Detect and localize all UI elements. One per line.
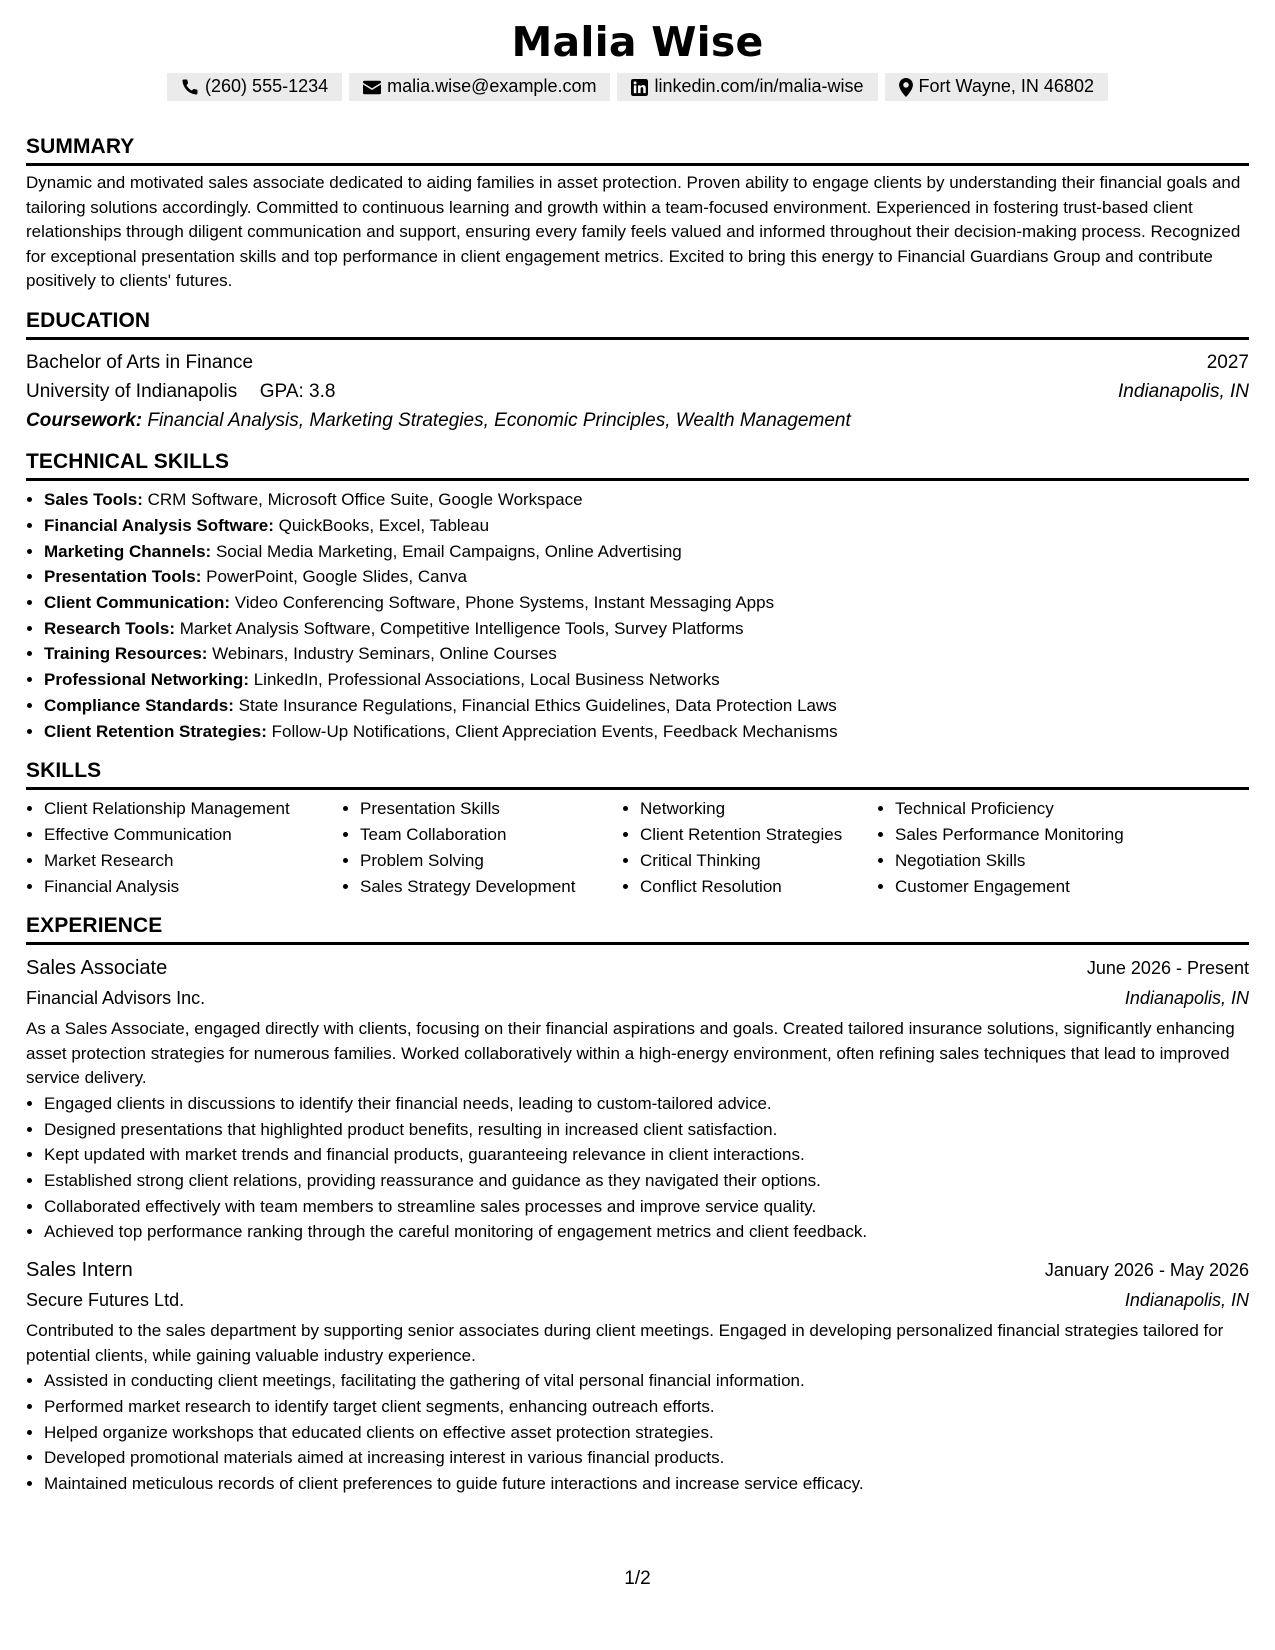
job-bullets	[26, 1368, 1249, 1497]
contact-email-text: malia.wise@example.com	[387, 76, 597, 97]
job-dates: January 2026 - May 2026	[1044, 1260, 1249, 1281]
technical-skills-heading: TECHNICAL SKILLS	[26, 449, 1249, 481]
contact-location-text: Fort Wayne, IN 46802	[918, 76, 1094, 97]
education-entry	[26, 348, 1249, 435]
list-item: • Sales Strategy Development	[360, 874, 622, 900]
list-item: • Collaborated effectively with team members to streamline sales processes and improve service quality.	[44, 1194, 1249, 1220]
job-title: Sales Associate	[26, 957, 168, 980]
list-item: • Team Collaboration	[360, 822, 622, 848]
contact-phone[interactable]	[167, 73, 342, 101]
contact-location	[885, 73, 1108, 101]
skills-heading: SKILLS	[26, 758, 1249, 790]
list-item: • Financial Analysis Software: QuickBooks, Excel, Tableau	[44, 513, 1249, 539]
list-item: • Technical Proficiency	[895, 796, 1124, 822]
list-item: • Professional Networking: LinkedIn, Professional Associations, Local Business Networks	[44, 667, 1249, 693]
job-location: Indianapolis, IN	[1124, 1290, 1249, 1311]
list-item: • Financial Analysis	[44, 874, 342, 900]
list-item: • Effective Communication	[44, 822, 342, 848]
technical-skills-section	[26, 449, 1249, 744]
job-entry	[26, 953, 1249, 1245]
page-number: 1/2	[624, 1568, 651, 1589]
list-item: • Marketing Channels: Social Media Marketing, Email Campaigns, Online Advertising	[44, 539, 1249, 565]
list-item: • Performed market research to identify target client segments, enhancing outreach efforts.	[44, 1394, 1249, 1420]
list-item: • Established strong client relations, providing reassurance and guidance as they navigated their options.	[44, 1168, 1249, 1194]
coursework-label: Coursework:	[26, 410, 143, 432]
map-pin-icon	[899, 78, 913, 97]
list-item: • Sales Performance Monitoring	[895, 822, 1124, 848]
list-item: • Presentation Skills	[360, 796, 622, 822]
job-dates: June 2026 - Present	[1086, 958, 1249, 979]
education-heading: EDUCATION	[26, 308, 1249, 340]
skills-grid	[26, 796, 1249, 899]
list-item: • Assisted in conducting client meetings, facilitating the gathering of vital personal financial information.	[44, 1368, 1249, 1394]
contact-phone-text: (260) 555-1234	[205, 76, 329, 97]
list-item: • Kept updated with market trends and financial products, guaranteeing relevance in client interactions.	[44, 1142, 1249, 1168]
job-location: Indianapolis, IN	[1124, 988, 1249, 1009]
list-item: • Problem Solving	[360, 848, 622, 874]
job-title: Sales Intern	[26, 1259, 133, 1282]
coursework-list: Financial Analysis, Marketing Strategies, Economic Principles, Wealth Management	[147, 410, 851, 432]
linkedin-icon	[631, 79, 648, 96]
gpa: GPA: 3.8	[259, 381, 336, 403]
list-item: • Client Communication: Video Conferencing Software, Phone Systems, Instant Messaging Apps	[44, 590, 1249, 616]
list-item: • Achieved top performance ranking through the careful monitoring of engagement metrics and client feedback.	[44, 1219, 1249, 1245]
list-item: • Helped organize workshops that educated clients on effective asset protection strategies.	[44, 1420, 1249, 1446]
contact-linkedin-text: linkedin.com/in/malia-wise	[654, 76, 864, 97]
list-item: • Designed presentations that highlighted product benefits, resulting in increased client satisfaction.	[44, 1117, 1249, 1143]
graduation-year: 2027	[1206, 352, 1249, 374]
degree: Bachelor of Arts in Finance	[26, 352, 254, 374]
skills-column	[342, 796, 622, 899]
job-bullets	[26, 1091, 1249, 1245]
contact-email[interactable]	[349, 73, 610, 101]
job-entry	[26, 1255, 1249, 1497]
list-item: • Research Tools: Market Analysis Software, Competitive Intelligence Tools, Survey Platforms	[44, 616, 1249, 642]
list-item: • Presentation Tools: PowerPoint, Google Slides, Canva	[44, 564, 1249, 590]
summary-section	[26, 134, 1249, 294]
list-item: • Market Research	[44, 848, 342, 874]
list-item: • Critical Thinking	[640, 848, 877, 874]
list-item: • Conflict Resolution	[640, 874, 877, 900]
skills-column	[622, 796, 877, 899]
list-item: • Client Retention Strategies: Follow-Up Notifications, Client Appreciation Events, Feedback Mechanisms	[44, 719, 1249, 745]
skills-section	[26, 758, 1249, 899]
list-item: • Compliance Standards: State Insurance Regulations, Financial Ethics Guidelines, Data Protection Laws	[44, 693, 1249, 719]
company-name: Secure Futures Ltd.	[26, 1290, 185, 1311]
candidate-name: Malia Wise	[511, 18, 764, 66]
phone-icon	[181, 78, 199, 96]
list-item: • Customer Engagement	[895, 874, 1124, 900]
list-item: • Sales Tools: CRM Software, Microsoft Office Suite, Google Workspace	[44, 487, 1249, 513]
list-item: • Networking	[640, 796, 877, 822]
list-item: • Negotiation Skills	[895, 848, 1124, 874]
list-item: • Client Relationship Management	[44, 796, 342, 822]
school-name: University of Indianapolis	[26, 381, 238, 403]
skills-column	[26, 796, 342, 899]
experience-section	[26, 913, 1249, 1496]
summary-text: Dynamic and motivated sales associate dedicated to aiding families in asset protection. Proven ability to engage clients by understanding their financial goals and tailoring solutions accordingly. Committed to continuous learning and growth within a team-focused environment. Experienced in fostering trust-based client relationships through diligent communication and support, ensuring every family feels valued and informed throughout their decision-making process. Recognized for exceptional presentation skills and top performance in client engagement metrics. Excited to bring this energy to Financial Guardians Group and contribute positively to clients' futures.	[26, 173, 1241, 291]
summary-heading: SUMMARY	[26, 134, 1249, 166]
contact-linkedin[interactable]	[617, 73, 877, 101]
job-description: As a Sales Associate, engaged directly with clients, focusing on their financial aspirations and goals. Created tailored insurance solutions, significantly enhancing asset protection strategies for numerous families. Worked collaboratively within a high-energy environment, often refining sales techniques that lead to improved service delivery.	[26, 1019, 1235, 1088]
company-name: Financial Advisors Inc.	[26, 988, 206, 1009]
school-location: Indianapolis, IN	[1118, 381, 1249, 403]
technical-skills-list	[26, 487, 1249, 744]
list-item: • Training Resources: Webinars, Industry Seminars, Online Courses	[44, 641, 1249, 667]
skills-column	[877, 796, 1124, 899]
contact-bar	[26, 73, 1249, 101]
list-item: • Engaged clients in discussions to identify their financial needs, leading to custom-tailored advice.	[44, 1091, 1249, 1117]
list-item: • Client Retention Strategies	[640, 822, 877, 848]
list-item: • Maintained meticulous records of client preferences to guide future interactions and increase service efficacy.	[44, 1471, 1249, 1497]
job-description: Contributed to the sales department by supporting senior associates during client meetings. Engaged in developing personalized financial strategies tailored for potential clients, while gaining valuable industry experience.	[26, 1321, 1224, 1365]
experience-heading: EXPERIENCE	[26, 913, 1249, 945]
envelope-icon	[363, 80, 381, 95]
education-section	[26, 308, 1249, 435]
list-item: • Developed promotional materials aimed at increasing interest in various financial products.	[44, 1445, 1249, 1471]
